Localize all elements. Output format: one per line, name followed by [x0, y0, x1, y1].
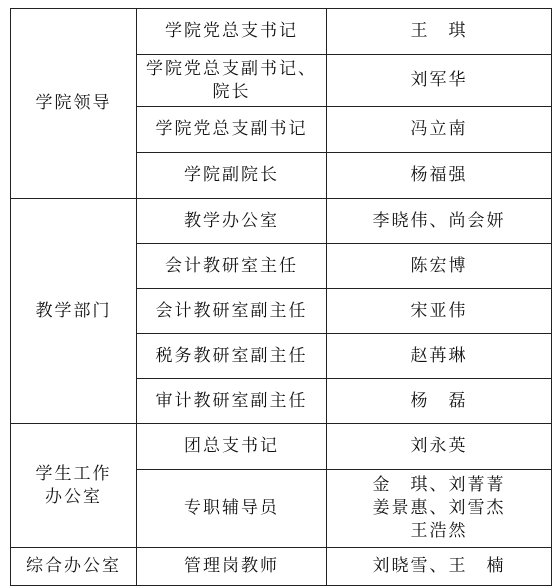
department-cell: 教学部门 — [11, 199, 137, 424]
people-cell: 李晓伟、尚会妍 — [327, 199, 552, 244]
people-line: 金 琪、刘菁菁 — [372, 475, 506, 495]
people-line: 王浩然 — [410, 521, 468, 541]
staff-table — [10, 8, 552, 586]
position-line: 学院党总支副书记、 — [146, 58, 317, 79]
people-cell: 杨 磊 — [327, 379, 552, 424]
people-line: 姜景惠、刘雪杰 — [372, 498, 506, 518]
department-cell: 学院领导 — [11, 9, 137, 199]
department-line: 学生工作 — [35, 463, 112, 484]
people-cell: 王 琪 — [327, 9, 552, 55]
people-cell: 刘晓雪、王 楠 — [327, 548, 552, 586]
position-cell: 会计教研室副主任 — [137, 289, 327, 334]
people-cell: 刘永英 — [327, 424, 552, 470]
people-cell: 赵苒琳 — [327, 334, 552, 379]
position-cell: 会计教研室主任 — [137, 244, 327, 289]
position-cell: 税务教研室副主任 — [137, 334, 327, 379]
position-cell: 审计教研室副主任 — [137, 379, 327, 424]
position-cell: 学院副院长 — [137, 153, 327, 199]
position-cell: 专职辅导员 — [137, 470, 327, 548]
table-row — [11, 199, 552, 244]
people-cell — [327, 470, 552, 548]
department-line: 办公室 — [45, 486, 102, 507]
position-cell: 教学办公室 — [137, 199, 327, 244]
department-cell — [11, 424, 137, 548]
table-row — [11, 424, 552, 470]
people-cell: 陈宏博 — [327, 244, 552, 289]
table-row — [11, 9, 552, 55]
position-cell: 团总支书记 — [137, 424, 327, 470]
people-cell: 杨福强 — [327, 153, 552, 199]
position-cell — [137, 55, 327, 107]
position-cell: 学院党总支副书记 — [137, 107, 327, 153]
people-cell: 宋亚伟 — [327, 289, 552, 334]
people-cell: 冯立南 — [327, 107, 552, 153]
position-cell: 管理岗教师 — [137, 548, 327, 586]
department-cell: 综合办公室 — [11, 548, 137, 586]
people-cell: 刘军华 — [327, 55, 552, 107]
table-row — [11, 548, 552, 586]
position-cell: 学院党总支书记 — [137, 9, 327, 55]
position-line: 院长 — [212, 81, 251, 102]
